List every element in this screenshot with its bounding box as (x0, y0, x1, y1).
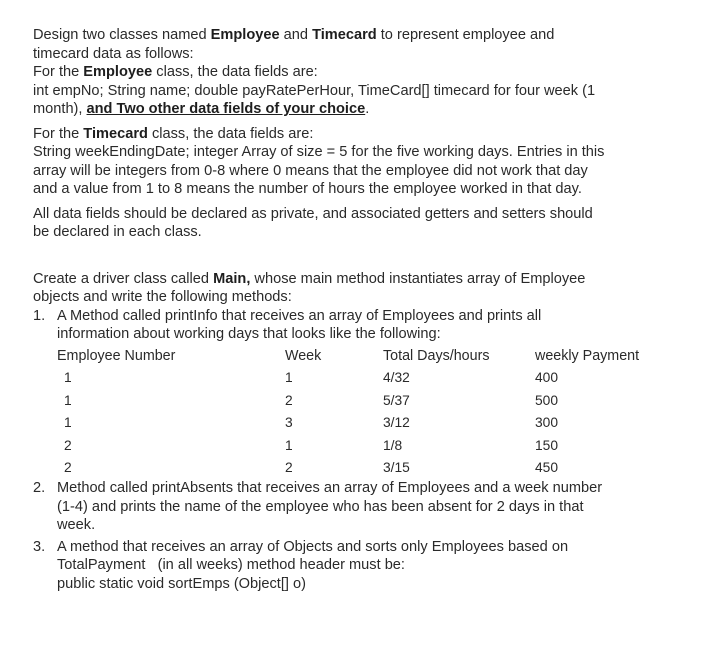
table-row (57, 368, 675, 390)
task-number: 2. (33, 480, 46, 497)
table-row (57, 412, 675, 434)
cell-employee-number: 1 (64, 415, 72, 431)
intro-line-2: timecard data as follows: (33, 45, 194, 62)
cell-employee-number: 1 (64, 370, 72, 386)
cell-employee-number: 1 (64, 392, 72, 408)
cell-total-days-hours: 5/37 (383, 392, 410, 408)
task-list (33, 307, 703, 344)
task-line: Method called printAbsents that receives an array of Employees and a week number (57, 480, 603, 497)
timecard-class-name: Timecard (312, 27, 377, 43)
task-item-1 (33, 307, 703, 344)
task-item-2 (33, 479, 703, 535)
other-fields-underlined: and Two other data fields of your choice (86, 101, 366, 117)
task-line: TotalPayment (in all weeks) method header must be: (57, 557, 405, 574)
private-fields-line-1: All data fields should be declared as private, and associated getters and setters should (33, 205, 593, 222)
cell-week: 1 (285, 437, 293, 453)
task-line: week. (57, 517, 96, 534)
cell-week: 2 (285, 460, 293, 475)
private-fields-line-2: be declared in each class. (33, 224, 202, 240)
employee-fields-line-2: int empNo; String name; double payRatePerHour, TimeCard[] timecard for four week (1 (33, 82, 596, 99)
main-class-name: Main, (213, 270, 251, 287)
driver-paragraph (33, 270, 703, 307)
employee-class-name: Employee (210, 27, 280, 43)
employee-fields-line-3: month), and Two other data fields of your choice. (33, 101, 370, 117)
intro-paragraph (33, 26, 703, 63)
table-header-row (57, 346, 675, 368)
cell-week: 1 (285, 370, 293, 386)
driver-line-2: objects and write the following methods: (33, 289, 292, 305)
cell-employee-number: 2 (64, 460, 72, 475)
table-row (57, 457, 675, 479)
driver-line-1: Create a driver class called Main, whose main method instantiates array of Employee (33, 270, 586, 287)
cell-weekly-payment: 450 (535, 460, 559, 475)
task-line: information about working days that looks like the following: (57, 326, 441, 342)
sample-output-table (57, 346, 675, 480)
header-employee-number: Employee Number (57, 348, 176, 365)
cell-total-days-hours: 1/8 (383, 437, 403, 453)
cell-employee-number: 2 (64, 437, 72, 453)
private-fields-paragraph (33, 205, 703, 242)
intro-line-1: Design two classes named Employee and Timecard to represent employee and (33, 27, 555, 43)
header-weekly-payment: weekly Payment (535, 348, 640, 365)
task-line: (1-4) and prints the name of the employee who has been absent for 2 days in that (57, 498, 584, 515)
employee-fields-line-1: For the Employee class, the data fields are: (33, 64, 318, 80)
cell-total-days-hours: 3/12 (383, 415, 410, 431)
employee-fields-paragraph (33, 63, 703, 119)
timecard-fields-paragraph (33, 125, 703, 199)
task-item-3 (33, 538, 703, 594)
cell-weekly-payment: 400 (535, 370, 559, 386)
cell-week: 3 (285, 415, 293, 431)
task-list-continued (33, 479, 703, 593)
table-row (57, 390, 675, 412)
task-number: 1. (33, 307, 46, 324)
cell-week: 2 (285, 392, 293, 408)
task-line: A Method called printInfo that receives an array of Employees and prints all (57, 307, 542, 324)
header-total-days-hours: Total Days/hours (383, 348, 490, 365)
cell-total-days-hours: 4/32 (383, 370, 410, 386)
timecard-fields-line-3: array will be integers from 0-8 where 0 means that the employee did not work that day (33, 162, 588, 179)
assignment-document (33, 26, 703, 593)
timecard-fields-line-4: and a value from 1 to 8 means the number of hours the employee worked in that day. (33, 181, 582, 197)
timecard-fields-line-1: For the Timecard class, the data fields are: (33, 125, 314, 142)
task-line: public static void sortEmps (Object[] o) (57, 575, 306, 592)
cell-total-days-hours: 3/15 (383, 460, 410, 475)
task-line: A method that receives an array of Objects and sorts only Employees based on (57, 538, 569, 555)
cell-weekly-payment: 150 (535, 437, 559, 453)
task-number: 3. (33, 538, 46, 555)
cell-weekly-payment: 500 (535, 392, 559, 408)
cell-weekly-payment: 300 (535, 415, 559, 431)
header-week: Week (285, 348, 322, 365)
timecard-fields-line-2: String weekEndingDate; integer Array of size = 5 for the five working days. Entries in this (33, 144, 605, 160)
table-row (57, 435, 675, 457)
